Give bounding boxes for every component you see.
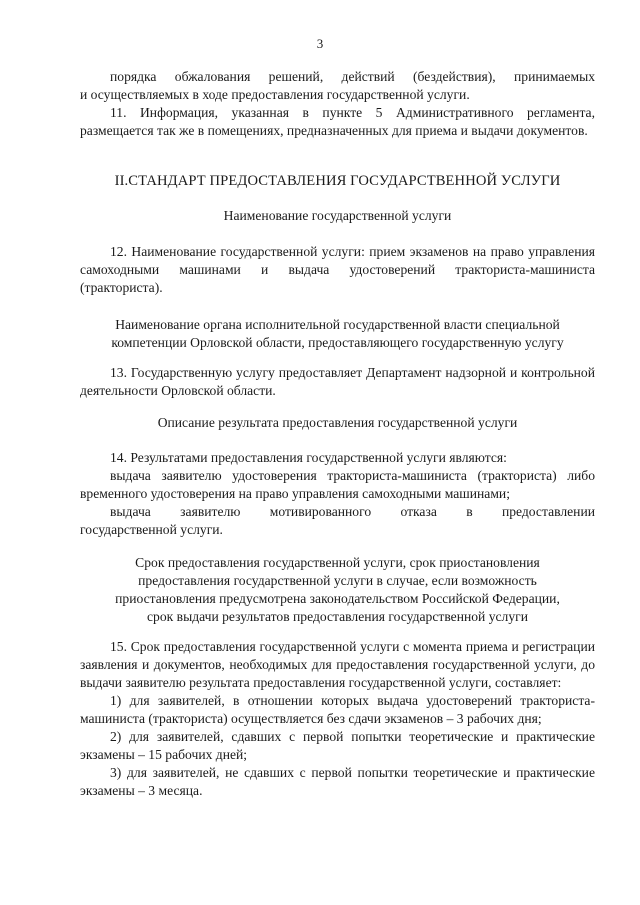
paragraph-11 xyxy=(80,104,595,140)
paragraph-appeal-procedure xyxy=(80,68,595,104)
paragraph-line: и осуществляемых в ходе предоставления государственной услуги. xyxy=(80,87,470,102)
heading-term xyxy=(80,554,595,626)
paragraph-intro: 14. Результатами предоставления государственной услуги являются: xyxy=(110,450,507,465)
section-title-text: II.СТАНДАРТ ПРЕДОСТАВЛЕНИЯ ГОСУДАРСТВЕННОЙ УСЛУГИ xyxy=(114,173,561,189)
list-item: 3) для заявителей, не сдавших с первой попытки теоретические и практические экзамены – 3 месяца. xyxy=(80,765,595,798)
paragraph-line: порядка обжалования решений, действий (бездействия), принимаемых xyxy=(110,69,595,84)
paragraph-text: 12. Наименование государственной услуги: прием экзаменов на право управления самоходными машинами и выдача удостоверений тракториста-машиниста (тракториста). xyxy=(80,244,595,295)
heading-line: Наименование органа исполнительной государственной власти специальной xyxy=(115,317,560,332)
heading-text: Наименование государственной услуги xyxy=(223,208,452,223)
section-title xyxy=(80,172,595,190)
heading-service-name xyxy=(80,207,595,225)
list-item: выдача заявителю удостоверения тракториста-машиниста (тракториста) либо временного удостоверения на право управления самоходными машинами; xyxy=(80,468,595,501)
list-item: 2) для заявителей, сдавших с первой попытки теоретические и практические экзамены – 15 рабочих дней; xyxy=(80,729,595,762)
paragraph-15 xyxy=(80,638,595,800)
list-item: выдача заявителю мотивированного отказа в предоставлении xyxy=(110,504,595,519)
heading-line: Срок предоставления государственной услуги, срок приостановления xyxy=(135,555,540,570)
paragraph-text: 11. Информация, указанная в пункте 5 Административного регламента, размещается так же в помещениях, предназначенных для приема и выдачи документов. xyxy=(80,105,595,138)
heading-line: приостановления предусмотрена законодательством Российской Федерации, xyxy=(115,591,560,606)
paragraph-12 xyxy=(80,243,595,297)
heading-result xyxy=(80,414,595,432)
heading-authority xyxy=(80,316,595,352)
paragraph-text: 13. Государственную услугу предоставляет Департамент надзорной и контрольной деятельности Орловской области. xyxy=(80,365,595,398)
paragraph-intro: 15. Срок предоставления государственной услуги с момента приема и регистрации заявления и документов, необходимых для предоставления государственной услуги, до выдачи заявителю результата предоставления государственной услуги, составляет: xyxy=(80,639,595,690)
paragraph-14 xyxy=(80,449,595,539)
list-item-continuation: государственной услуги. xyxy=(80,522,223,537)
page-number: 3 xyxy=(316,36,324,51)
list-item: 1) для заявителей, в отношении которых выдача удостоверений тракториста-машиниста (тракториста) осуществляется без сдачи экзаменов – 3 рабочих дня; xyxy=(80,693,595,726)
heading-line: предоставления государственной услуги в случае, если возможность xyxy=(138,573,537,588)
paragraph-13 xyxy=(80,364,595,400)
heading-text: Описание результата предоставления государственной услуги xyxy=(157,415,518,430)
heading-line: компетенции Орловской области, предоставляющего государственную услугу xyxy=(111,335,564,350)
heading-line: срок выдачи результатов предоставления государственной услуги xyxy=(147,609,528,624)
